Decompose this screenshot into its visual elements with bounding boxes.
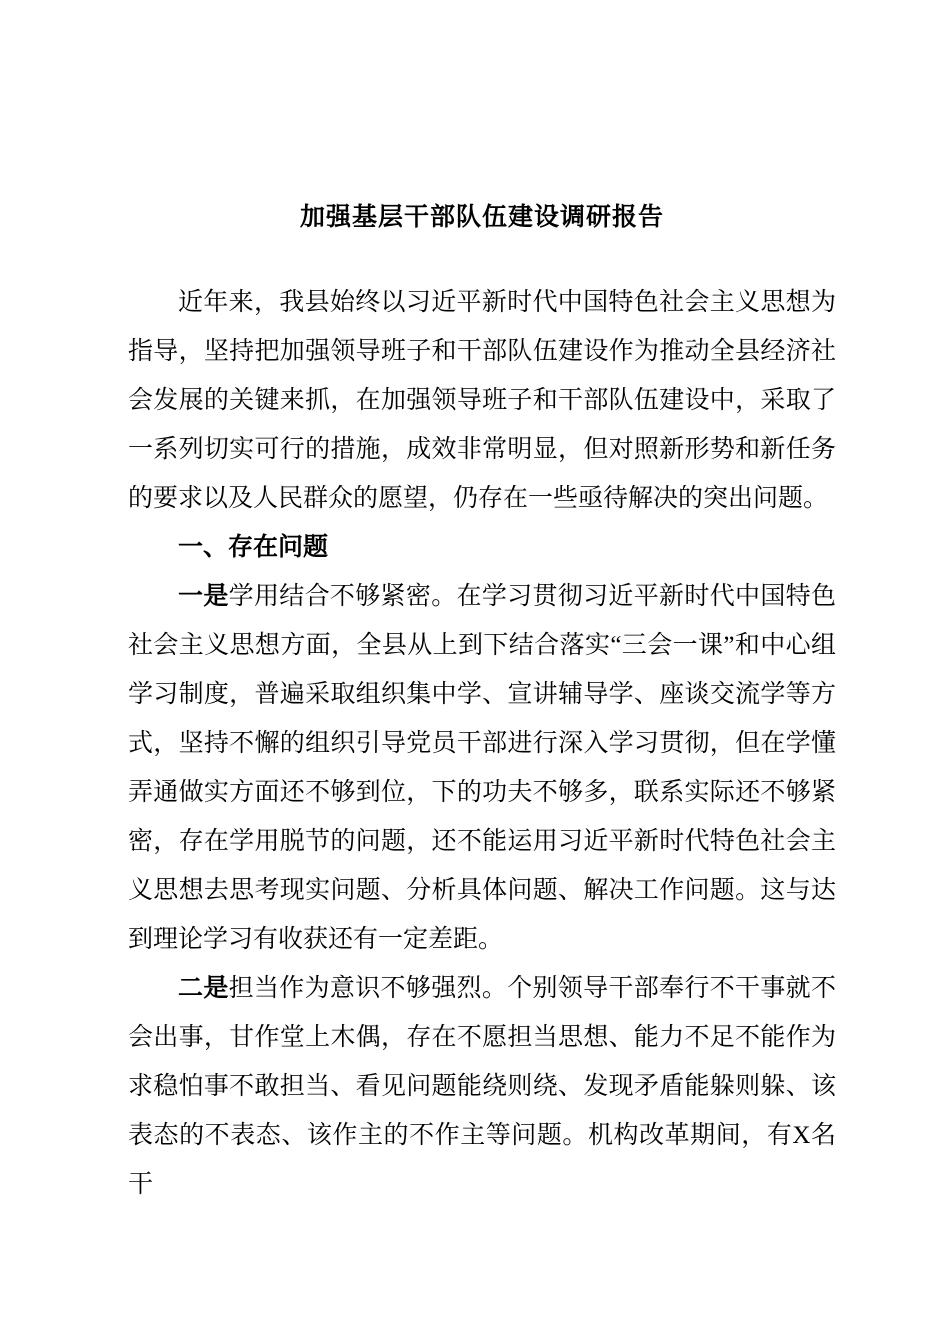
document-title: 加强基层干部队伍建设调研报告 bbox=[299, 204, 664, 231]
point-2-lead: 二是 bbox=[178, 975, 229, 1002]
intro-paragraph-text: 近年来，我县始终以习近平新时代中国特色社会主义思想为指导，坚持把加强领导班子和干部队伍建设作为推动全县经济社会发展的关键来抓，在加强领导班子和干部队伍建设中，采取了一系列切实可行的措施，成效非常明显，但对照新形势和新任务的要求以及人民群众的愿望，仍存在一些亟待解决的突出问题。 bbox=[128, 289, 836, 512]
point-2-paragraph bbox=[128, 964, 836, 1209]
point-2-text: 担当作为意识不够强烈。个别领导干部奉行不干事就不会出事，甘作堂上木偶，存在不愿担当思想、能力不足不能作为求稳怕事不敢担当、看见问题能绕则绕、发现矛盾能躲则躲、该表态的不表态、该作主的不作主等问题。机构改革期间，有X名干 bbox=[128, 975, 836, 1198]
intro-paragraph bbox=[128, 278, 836, 523]
section-heading-problems: 一、存在问题 bbox=[178, 534, 329, 561]
point-1-paragraph bbox=[128, 572, 836, 964]
point-1-lead: 一是 bbox=[178, 583, 229, 610]
point-1-text: 学用结合不够紧密。在学习贯彻习近平新时代中国特色社会主义思想方面，全县从上到下结合落实“三会一课”和中心组学习制度，普遍采取组织集中学、宣讲辅导学、座谈交流学等方式，坚持不懈的组织引导党员干部进行深入学习贯彻，但在学懂弄通做实方面还不够到位，下的功夫不够多，联系实际还不够紧密，存在学用脱节的问题，还不能运用习近平新时代特色社会主义思想去思考现实问题、分析具体问题、解决工作问题。这与达到理论学习有收获还有一定差距。 bbox=[128, 583, 836, 953]
